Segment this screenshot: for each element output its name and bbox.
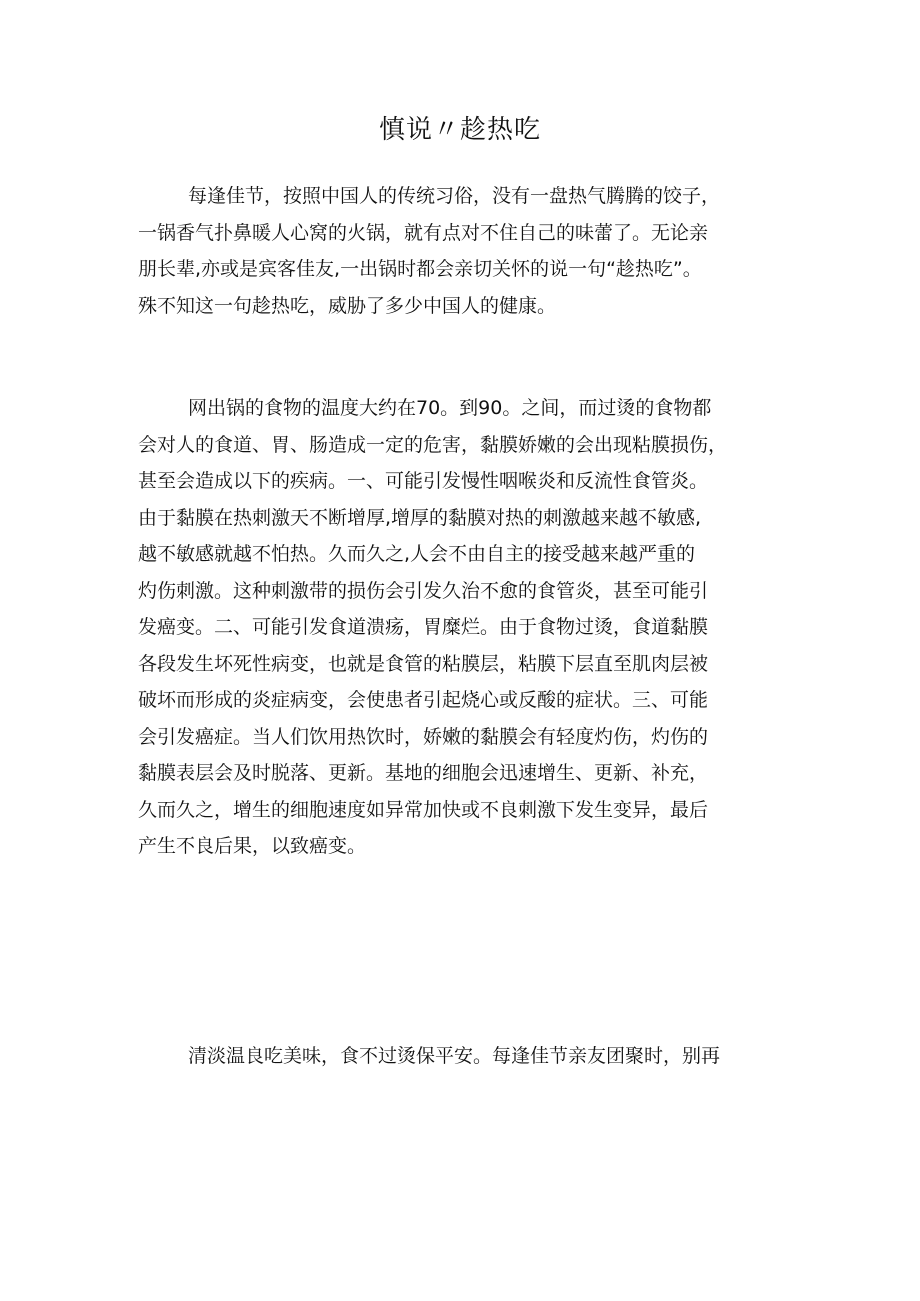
paragraph-line: 一锅香气扑鼻暖人心窝的火锅，就有点对不住自己的味蕾了。无论亲 [138, 221, 709, 244]
paragraph-line: 会引发癌症。当人们饮用热饮时，娇嫩的黏膜会有轻度灼伤，灼伤的 [138, 725, 709, 748]
paragraph-line: 会对人的食道、胃、肠造成一定的危害，黏膜娇嫩的会出现粘膜损伤， [138, 433, 728, 456]
paragraph-3 [138, 1038, 798, 1075]
paragraph-line: 殊不知这一句趁热吃，威胁了多少中国人的健康。 [138, 294, 557, 317]
paragraph-line: 清淡温良吃美味，食不过烫保平安。每逢佳节亲友团聚时，别再 [188, 1045, 721, 1067]
paragraph-line: 越不敏感就越不怕热。久而久之,人会不由自主的接受越来越严重的 [138, 543, 696, 565]
paragraph-line: 网出锅的食物的温度大约在70。到90。之间，而过烫的食物都 [188, 397, 712, 419]
document-title: 慎说〃趁热吃 [378, 115, 541, 145]
paragraph-line: 朋长辈,亦或是宾客佳友,一出锅时都会亲切关怀的说一句“趁热吃”。 [138, 258, 702, 280]
paragraph-line: 各段发生坏死性病变，也就是食管的粘膜层，粘膜下层直至肌肉层被 [138, 652, 709, 675]
paragraph-1 [138, 178, 798, 324]
paragraph-2 [138, 390, 798, 865]
paragraph-line: 产生不良后果，以致癌变。 [138, 835, 367, 857]
paragraph-line: 破坏而形成的炎症病变，会使患者引起烧心或反酸的症状。三、可能 [138, 689, 709, 711]
paragraph-line: 发癌变。二、可能引发食道溃疡，胃糜烂。由于食物过烫，食道黏膜 [138, 616, 709, 638]
paragraph-line: 每逢佳节，按照中国人的传统习俗，没有一盘热气腾腾的饺子， [188, 185, 721, 207]
paragraph-line: 久而久之，增生的细胞速度如异常加快或不良刺激下发生变异，最后 [138, 798, 709, 821]
paragraph-line: 由于黏膜在热刺激天不断增厚,增厚的黏膜对热的刺激越来越不敏感, [138, 506, 702, 529]
paragraph-line: 灼伤刺激。这种刺激带的损伤会引发久治不愈的食管炎，甚至可能引 [138, 579, 709, 602]
paragraph-line: 甚至会造成以下的疾病。一、可能引发慢性咽喉炎和反流性食管炎。 [138, 470, 709, 492]
paragraph-line: 黏膜表层会及时脱落、更新。基地的细胞会迅速增生、更新、补充， [138, 762, 709, 784]
